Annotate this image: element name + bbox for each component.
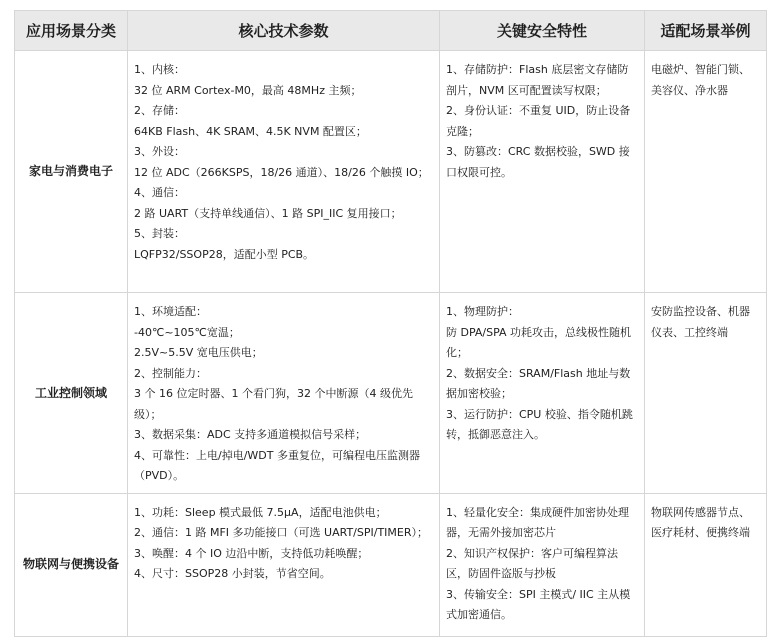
tech-line: 1、功耗：Sleep 模式最低 7.5μA，适配电池供电； <box>134 505 387 519</box>
header-tech-params: 核心技术参数 <box>128 11 440 51</box>
tech-line: 5、封装： <box>134 227 185 240</box>
tech-line: -40℃~105℃宽温； <box>134 325 240 339</box>
tech-line: 3、唤醒：4 个 IO 边沿中断，支持低功耗唤醒； <box>134 546 369 560</box>
table-header-row <box>15 11 767 51</box>
tech-line: 2、控制能力： <box>134 366 207 380</box>
category-cell: 家电与消费电子 <box>15 51 128 293</box>
tech-line: 4、尺寸：SSOP28 小封装，节省空间。 <box>134 567 331 580</box>
category-cell: 工业控制领域 <box>15 293 128 494</box>
security-line: 1、存储防护：Flash 底层密文存储防剖片，NVM 区可配置读写权限； <box>446 63 629 97</box>
security-line: 2、数据安全：SRAM/Flash 地址与数据加密校验； <box>446 366 631 400</box>
tech-line: LQFP32/SSOP28，适配小型 PCB。 <box>134 247 315 261</box>
security-line: 2、知识产权保护：客户可编程算法区，防固件盗版与抄板 <box>446 546 618 580</box>
scenario-table <box>14 10 767 637</box>
tech-line: 2、通信：1 路 MFI 多功能接口（可选 UART/SPI/TIMER）； <box>134 526 429 539</box>
security-line: 防 DPA/SPA 功耗攻击，总线极性随机化； <box>446 325 632 359</box>
table-row <box>15 51 767 293</box>
tech-cell <box>128 51 440 293</box>
tech-line: 3、数据采集：ADC 支持多通道模拟信号采样； <box>134 428 367 441</box>
examples-cell: 安防监控设备、机器仪表、工控终端 <box>645 293 767 494</box>
security-cell <box>440 493 645 636</box>
header-examples: 适配场景举例 <box>645 11 767 51</box>
header-category: 应用场景分类 <box>15 11 128 51</box>
tech-line: 1、内核： <box>134 63 185 76</box>
table-row <box>15 293 767 494</box>
table-row <box>15 493 767 636</box>
tech-line: 2、存储： <box>134 104 185 117</box>
security-line: 1、物理防护： <box>446 305 519 318</box>
tech-cell <box>128 493 440 636</box>
tech-line: 3、外设： <box>134 145 185 158</box>
security-line: 3、防篡改：CRC 数据校验，SWD 接口权限可控。 <box>446 145 630 179</box>
security-cell <box>440 293 645 494</box>
security-line: 1、轻量化安全：集成硬件加密协处理器，无需外接加密芯片 <box>446 505 629 539</box>
examples-cell: 电磁炉、智能门锁、美容仪、净水器 <box>645 51 767 293</box>
tech-cell <box>128 293 440 494</box>
security-cell <box>440 51 645 293</box>
tech-line: 2.5V~5.5V 宽电压供电； <box>134 346 263 359</box>
category-cell: 物联网与便携设备 <box>15 493 128 636</box>
security-line: 3、运行防护：CPU 校验、指令随机跳转，抵御恶意注入。 <box>446 407 633 441</box>
tech-line: 4、可靠性：上电/掉电/WDT 多重复位，可编程电压监测器（PVD）。 <box>134 448 420 482</box>
security-line: 3、传输安全：SPI 主模式/ IIC 主从模式加密通信。 <box>446 587 631 621</box>
header-security: 关键安全特性 <box>440 11 645 51</box>
tech-line: 4、通信： <box>134 186 185 199</box>
tech-line: 2 路 UART（支持单线通信）、1 路 SPI_IIC 复用接口； <box>134 206 402 220</box>
examples-cell: 物联网传感器节点、医疗耗材、便携终端 <box>645 493 767 636</box>
tech-line: 3 个 16 位定时器、1 个看门狗，32 个中断源（4 级优先级）； <box>134 387 413 421</box>
tech-line: 64KB Flash、4K SRAM、4.5K NVM 配置区； <box>134 124 367 138</box>
tech-line: 1、环境适配： <box>134 305 207 318</box>
security-line: 2、身份认证：不重复 UID，防止设备克隆； <box>446 104 631 138</box>
tech-line: 32 位 ARM Cortex-M0，最高 48MHz 主频； <box>134 83 362 97</box>
tech-line: 12 位 ADC（266KSPS，18/26 通道）、18/26 个触摸 IO； <box>134 165 429 179</box>
